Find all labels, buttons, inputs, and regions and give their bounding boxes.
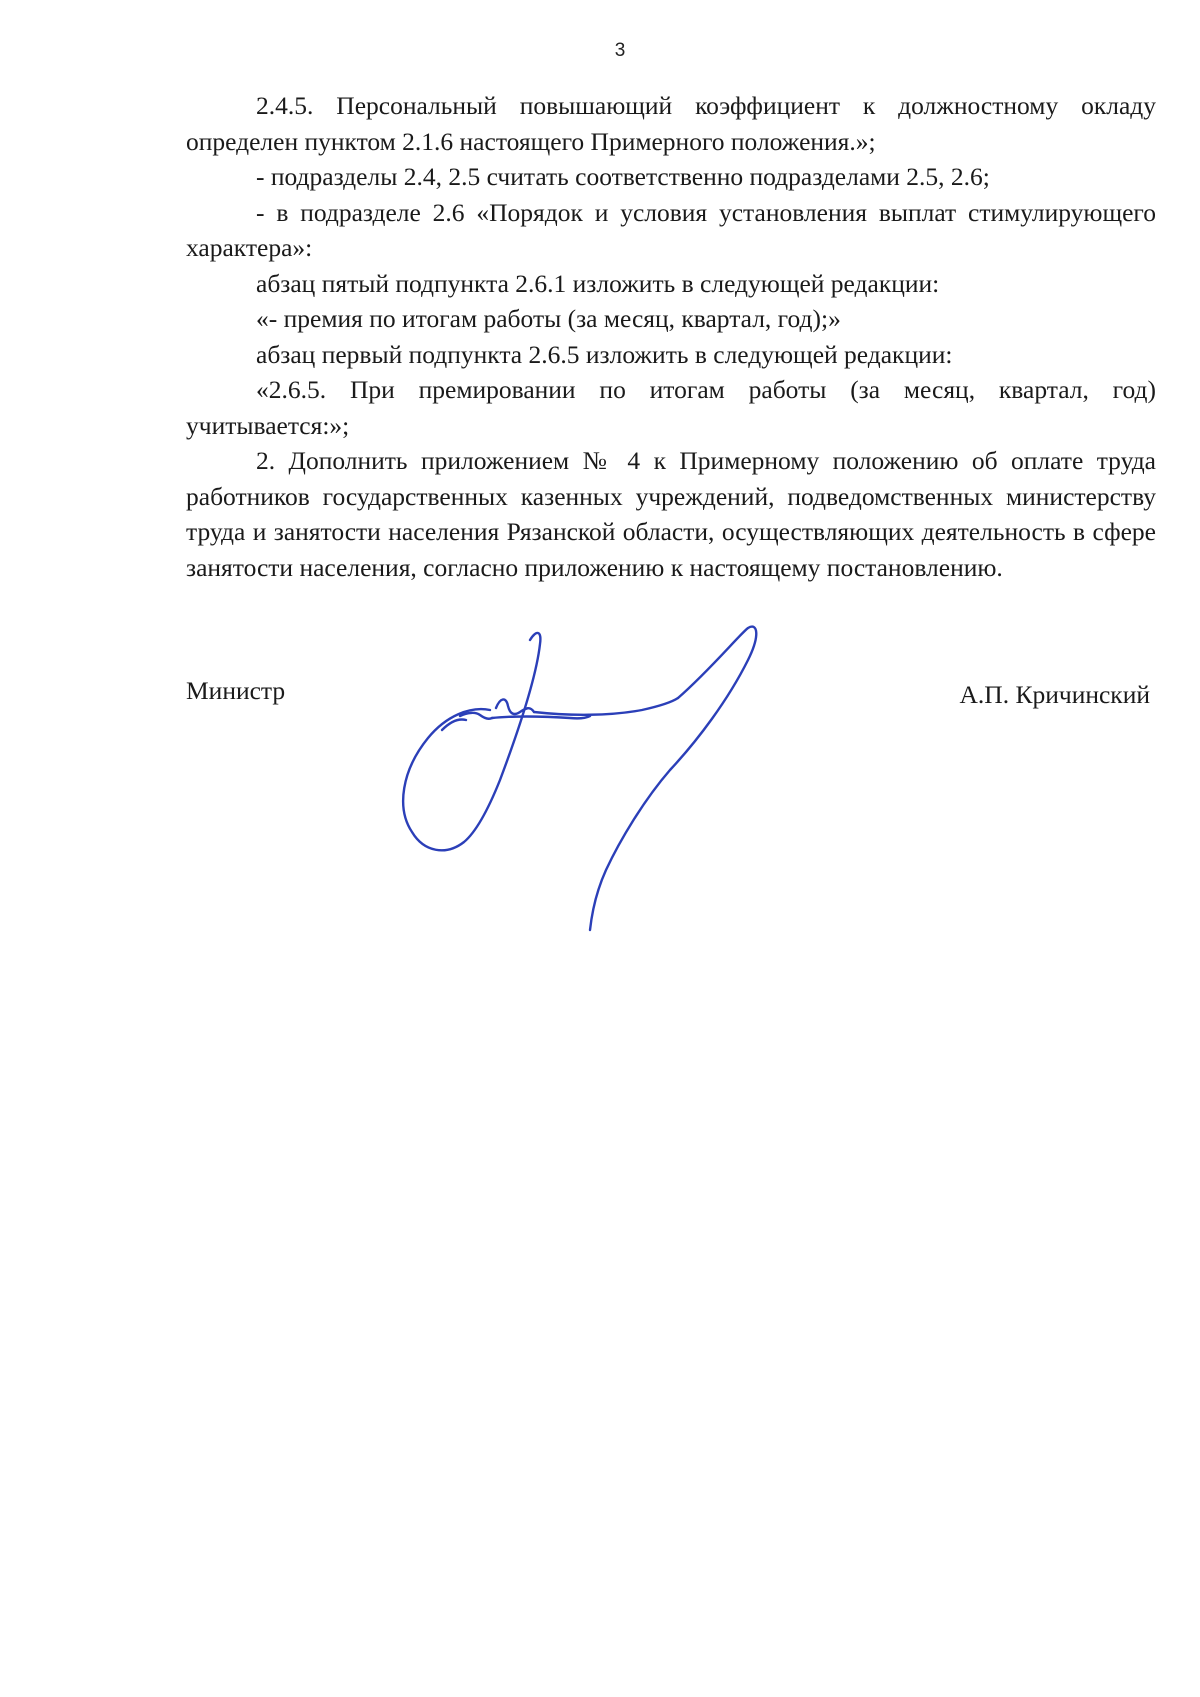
paragraph-subsection-2-6: - в подразделе 2.6 «Порядок и условия установления выплат стимулирующего характера»:	[186, 197, 1156, 262]
page-number: 3	[614, 40, 626, 61]
paragraph-item-2: 2. Дополнить приложением № 4 к Примерному положению об оплате труда работников государственных казенных учреждений, подведомственных министерству труда и занятости населения Рязанской области, осуществляющих деятельность в сфере занятости населения, согласно приложению к настоящему постановлению.	[186, 446, 1156, 582]
paragraph-2-6-5-intro: абзац первый подпункта 2.6.5 изложить в следующей редакции:	[256, 339, 953, 369]
document-body	[186, 88, 1156, 585]
paragraph-2-4-5: 2.4.5. Персональный повышающий коэффициент к должностному окладу определен пунктом 2.1.6 настоящего Примерного положения.»;	[186, 91, 1156, 156]
paragraph-subsections-rename: - подразделы 2.4, 2.5 считать соответственно подразделами 2.5, 2.6;	[256, 162, 990, 191]
signatory-title: Министр	[186, 676, 286, 705]
paragraph-2-6-1-intro: абзац пятый подпункта 2.6.1 изложить в следующей редакции:	[256, 268, 940, 298]
handwritten-signature	[380, 620, 850, 940]
paragraph-2-6-1-text: «- премия по итогам работы (за месяц, квартал, год);»	[256, 304, 841, 333]
signatory-name: А.П. Кричинский	[959, 680, 1150, 709]
paragraph-2-6-5-text: «2.6.5. При премировании по итогам работы (за месяц, квартал, год) учитывается:»;	[186, 375, 1156, 440]
